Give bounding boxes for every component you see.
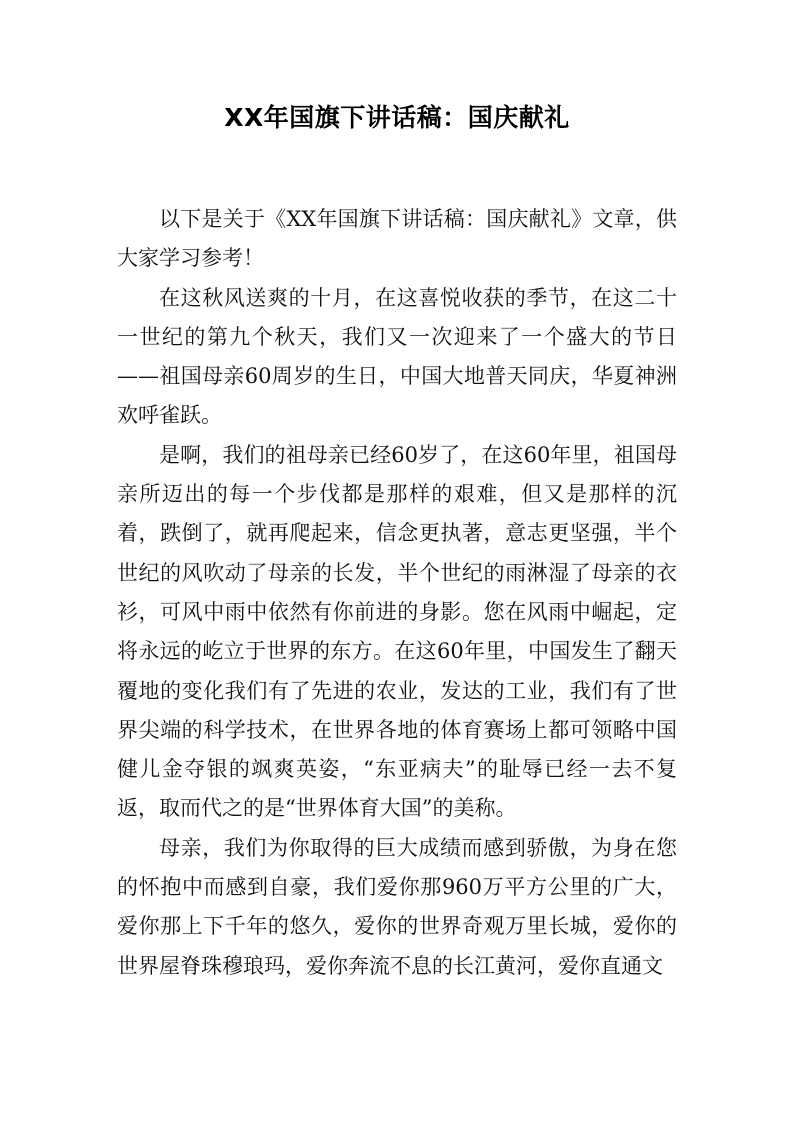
paragraph-sixty-years: 是啊，我们的祖母亲已经60岁了，在这60年里，祖国母亲所迈出的每一个步伐都是那样的艰难，但又是那样的沉着，跌倒了，就再爬起来，信念更执著，意志更坚强，半个世纪的风吹动了母亲的长发，半个世纪的雨淋湿了母亲的衣衫，可风中雨中依然有你前进的身影。您在风雨中崛起，定将永远的屹立于世界的东方。在这60年里，中国发生了翻天覆地的变化我们有了先进的农业，发达的工业，我们有了世界尖端的科学技术，在世界各地的体育赛场上都可领略中国健儿金夺银的飒爽英姿，“东亚病夫”的耻辱已经一去不复返，取而代之的是“世界体育大国”的美称。 (117, 442, 677, 821)
paragraph-mother: 母亲，我们为你取得的巨大成绩而感到骄傲，为身在您的怀抱中而感到自豪，我们爱你那960万平方公里的广大，爱你那上下千年的悠久，爱你的世界奇观万里长城，爱你的世界屋脊珠穆琅玛，爱你奔流不息的长江黄河，爱你直通文 (117, 835, 677, 978)
paragraph-intro: 以下是关于《XX年国旗下讲话稿：国庆献礼》文章，供大家学习参考！ (117, 207, 677, 271)
paragraph-autumn: 在这秋风送爽的十月，在这喜悦收获的季节，在这二十一世纪的第九个秋天，我们又一次迎来了一个盛大的节日——祖国母亲60周岁的生日，中国大地普天同庆，华夏神洲欢呼雀跃。 (117, 285, 677, 428)
document-title: XX年国旗下讲话稿：国庆献礼 (224, 103, 570, 132)
document-body (117, 200, 677, 986)
